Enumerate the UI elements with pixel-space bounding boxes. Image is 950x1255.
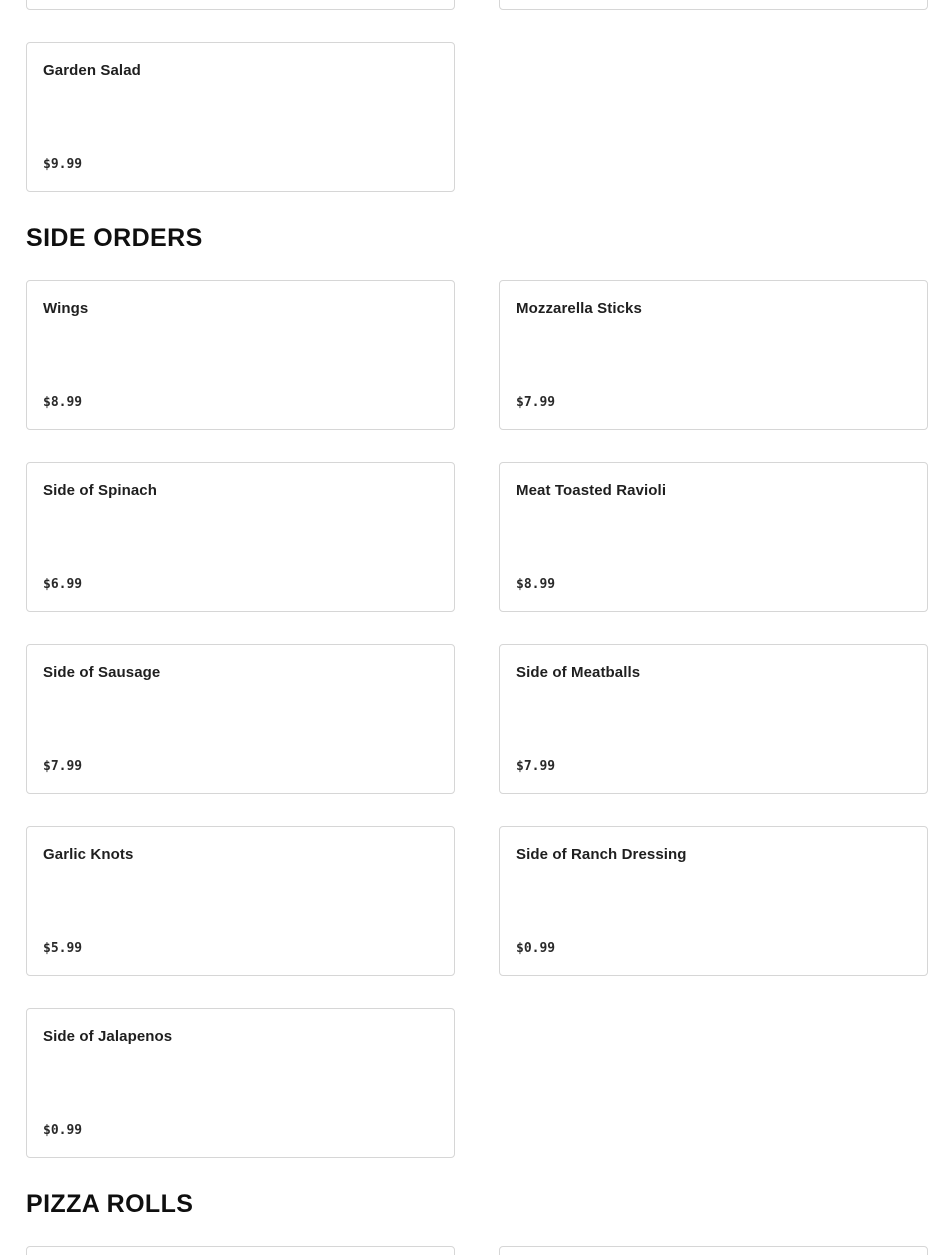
menu-item-card[interactable] bbox=[26, 826, 455, 976]
menu-item-name: Side of Jalapenos bbox=[43, 1028, 173, 1045]
menu-item-price: $9.99 bbox=[43, 157, 83, 172]
menu-item-name: Side of Spinach bbox=[43, 482, 158, 499]
menu-item-price: $6.99 bbox=[43, 577, 83, 592]
menu-item-price: $7.99 bbox=[43, 759, 83, 774]
menu-item-card[interactable] bbox=[499, 826, 928, 976]
menu-item-card[interactable] bbox=[499, 280, 928, 430]
menu-item-card[interactable] bbox=[26, 1008, 455, 1158]
menu-item-name: Side of Ranch Dressing bbox=[516, 846, 687, 863]
menu-item-price: $7.99 bbox=[516, 759, 556, 774]
menu-item-name: Side of Meatballs bbox=[516, 664, 641, 681]
menu-item-price: $7.99 bbox=[516, 395, 556, 410]
menu-item-price: $5.99 bbox=[43, 941, 83, 956]
menu-item-card[interactable] bbox=[26, 644, 455, 794]
section-heading-pizza-rolls: PIZZA ROLLS bbox=[26, 1190, 194, 1218]
menu-item-name: Mozzarella Sticks bbox=[516, 300, 642, 317]
section-heading-side-orders: SIDE ORDERS bbox=[26, 224, 203, 252]
menu-item-card-partial[interactable] bbox=[26, 1246, 455, 1255]
menu-item-card[interactable] bbox=[499, 644, 928, 794]
menu-item-name: Wings bbox=[43, 300, 89, 317]
menu-item-card[interactable] bbox=[499, 462, 928, 612]
menu-item-price: $8.99 bbox=[43, 395, 83, 410]
menu-item-card[interactable] bbox=[26, 42, 455, 192]
menu-item-name: Meat Toasted Ravioli bbox=[516, 482, 667, 499]
menu-item-card-partial[interactable] bbox=[499, 0, 928, 10]
menu-item-price: $0.99 bbox=[516, 941, 556, 956]
menu-item-card[interactable] bbox=[26, 462, 455, 612]
menu-item-card-partial[interactable] bbox=[26, 0, 455, 10]
menu-item-name: Garden Salad bbox=[43, 62, 141, 79]
menu-item-card[interactable] bbox=[26, 280, 455, 430]
menu-item-price: $0.99 bbox=[43, 1123, 83, 1138]
menu-item-name: Side of Sausage bbox=[43, 664, 161, 681]
menu-item-name: Garlic Knots bbox=[43, 846, 134, 863]
menu-item-card-partial[interactable] bbox=[499, 1246, 928, 1255]
menu-item-price: $8.99 bbox=[516, 577, 556, 592]
